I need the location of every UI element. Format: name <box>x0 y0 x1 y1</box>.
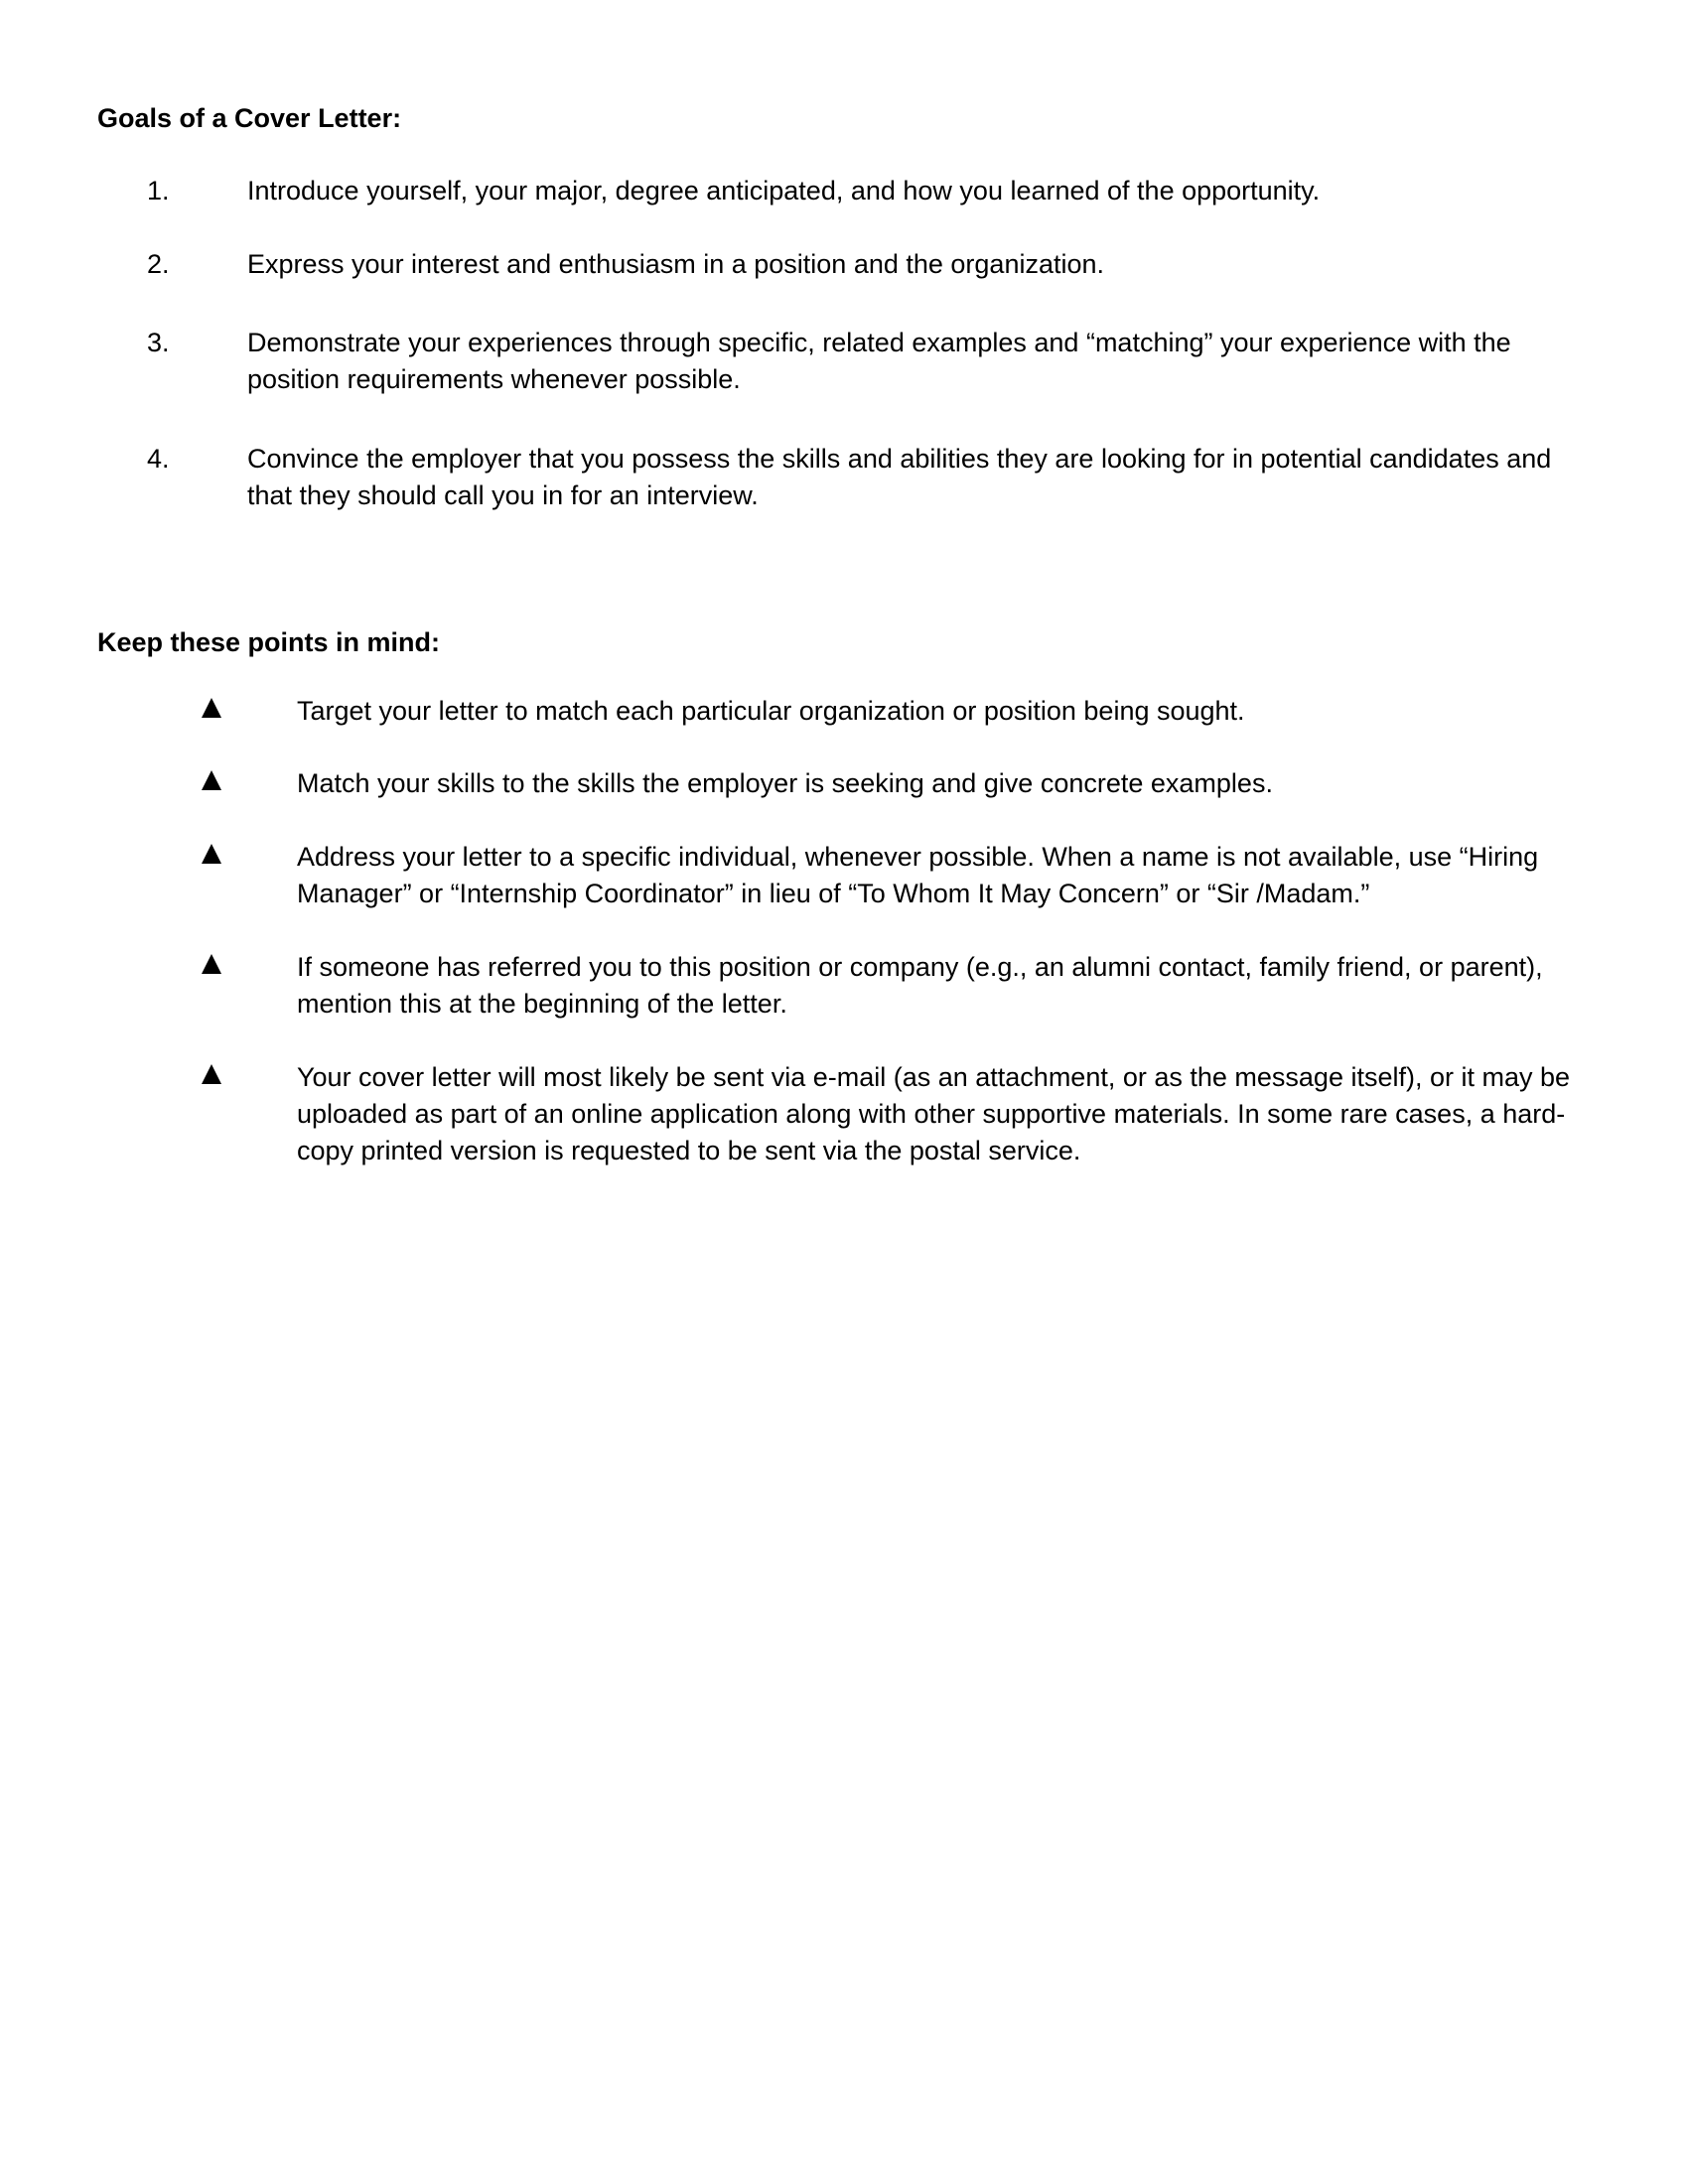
triangle-bullet-icon <box>202 698 221 718</box>
triangle-bullet-icon <box>202 770 221 790</box>
point-text: Your cover letter will most likely be sent via e-mail (as an attachment, or as the message itself), or it may be uploaded as part of an online application along with other supportive materials. In some rare cases, a hard-copy printed version is requested to be sent via the postal service. <box>297 1062 1571 1165</box>
point-text: Target your letter to match each particular organization or position being sought. <box>297 696 1245 726</box>
point-text: Address your letter to a specific individual, whenever possible. When a name is not available, use “Hiring Manager” or “Internship Coordinator” in lieu of “To Whom It May Concern” or “Sir /Madam.” <box>297 842 1539 908</box>
point-text: Match your skills to the skills the employer is seeking and give concrete examples. <box>297 768 1273 798</box>
points-heading: Keep these points in mind: <box>97 627 441 657</box>
goal-number: 1. <box>147 176 170 205</box>
triangle-bullet-icon <box>202 954 221 974</box>
goal-number: 4. <box>147 444 170 474</box>
triangle-bullet-icon <box>202 844 221 864</box>
triangle-bullet-icon <box>202 1064 221 1084</box>
goal-text: Demonstrate your experiences through specific, related examples and “matching” your experience with the position requirements whenever possible. <box>247 328 1511 394</box>
point-text: If someone has referred you to this position or company (e.g., an alumni contact, family friend, or parent), mention this at the beginning of the letter. <box>297 952 1543 1019</box>
goal-text: Express your interest and enthusiasm in a position and the organization. <box>247 249 1105 279</box>
goal-text: Convince the employer that you possess the skills and abilities they are looking for in potential candidates and that they should call you in for an interview. <box>247 444 1552 510</box>
goal-number: 2. <box>147 249 170 279</box>
goal-text: Introduce yourself, your major, degree anticipated, and how you learned of the opportunity. <box>247 176 1321 205</box>
goals-heading: Goals of a Cover Letter: <box>97 103 402 133</box>
goal-number: 3. <box>147 328 170 357</box>
